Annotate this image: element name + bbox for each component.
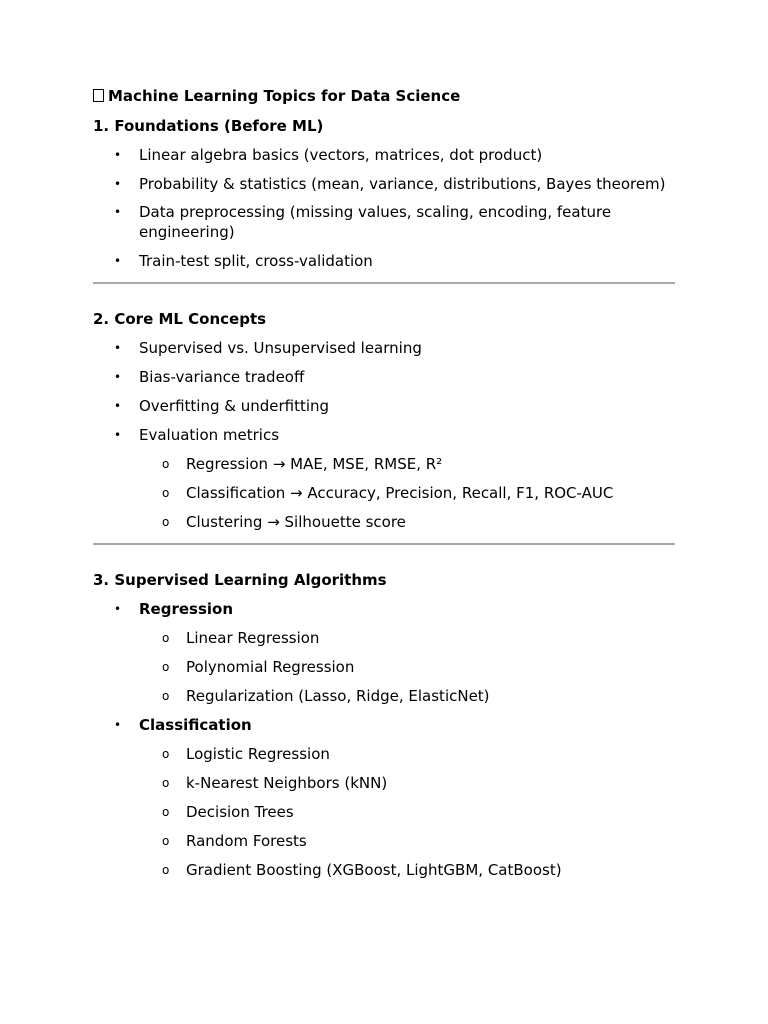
list-item-classification [93,715,675,880]
core-ml-list [93,338,675,532]
sublist-item: o Clustering → Silhouette score [93,512,675,532]
sublist-item: o Linear Regression [93,628,675,648]
sublist-item: o Polynomial Regression [93,657,675,677]
list-item: • Linear algebra basics (vectors, matrices, dot product) [93,145,675,165]
sublist-item: o Gradient Boosting (XGBoost, LightGBM, CatBoost) [93,860,675,880]
list-item-label: Regression [139,600,234,618]
list-item: • Train-test split, cross-validation [93,251,675,271]
document-title-text: Machine Learning Topics for Data Science [108,87,461,105]
sublist-item: o Classification → Accuracy, Precision, Recall, F1, ROC-AUC [93,483,675,503]
foundations-list [93,145,675,271]
document-title [93,86,675,106]
list-item-regression [93,599,675,706]
section-divider [93,282,675,284]
list-item-label: Classification [139,716,252,734]
sublist-item: o Random Forests [93,831,675,851]
list-item: • Supervised vs. Unsupervised learning [93,338,675,358]
sublist-item: o k-Nearest Neighbors (kNN) [93,773,675,793]
missing-glyph-icon [93,89,104,102]
sublist-item: o Regression → MAE, MSE, RMSE, R² [93,454,675,474]
list-item: • Data preprocessing (missing values, scaling, encoding, feature engineering) [93,202,675,242]
list-item: • Overfitting & underfitting [93,396,675,416]
supervised-list [93,599,675,880]
section-heading-foundations: 1. Foundations (Before ML) [93,117,324,135]
sublist-item: o Decision Trees [93,802,675,822]
metrics-sublist [139,454,675,532]
sublist-item: o Regularization (Lasso, Ridge, ElasticNet) [93,686,675,706]
list-item: • Probability & statistics (mean, variance, distributions, Bayes theorem) [93,174,675,194]
section-heading-supervised: 3. Supervised Learning Algorithms [93,571,387,589]
sublist-item: o Logistic Regression [93,744,675,764]
classification-sublist [139,744,675,880]
list-item: • Bias-variance tradeoff [93,367,675,387]
section-heading-core-ml: 2. Core ML Concepts [93,310,267,328]
document-page [93,86,675,880]
list-item-label: Evaluation metrics [139,426,280,444]
list-item-evaluation-metrics [93,425,675,532]
section-divider [93,543,675,545]
regression-sublist [139,628,675,706]
